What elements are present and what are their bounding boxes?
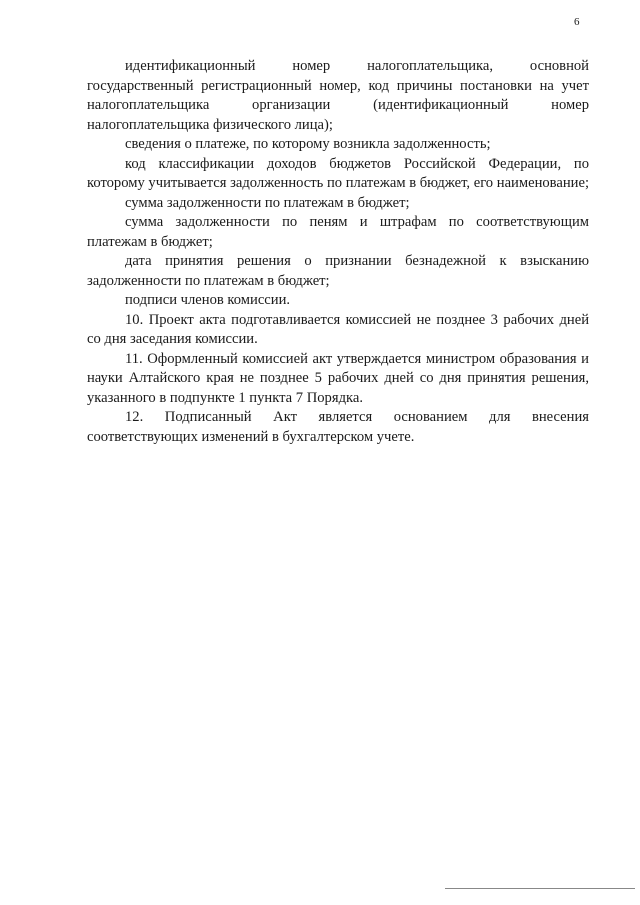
paragraph-taxpayer-ids: идентификационный номер налогоплательщика, основной государственный регистрационный номер, код причины постановки на учет налогоплательщика организации (идентификационный номер налогоплательщика физического лица); xyxy=(87,58,589,133)
paragraph-budget-code: код классификации доходов бюджетов Российской Федерации, по которому учитывается задолженность по платежам в бюджет, его наименование; xyxy=(87,155,590,191)
paragraph-payment-info: сведения о платеже, по которому возникла задолженность; xyxy=(125,136,491,152)
paragraph-item-11: 11. Оформленный комиссией акт утверждается министром образования и науки Алтайского края не позднее 5 рабочих дней со дня принятия решения, указанного в подпункте 1 пункта 7 Порядка. xyxy=(87,350,589,406)
bottom-divider xyxy=(445,888,635,889)
paragraph-decision-date: дата принятия решения о признании безнадежной к взысканию задолженности по платежам в бюджет; xyxy=(87,253,589,289)
page-number: 6 xyxy=(574,16,580,28)
paragraph-signatures: подписи членов комиссии. xyxy=(125,292,291,308)
paragraph-debt-amount: сумма задолженности по платежам в бюджет; xyxy=(125,194,410,211)
paragraph-item-12: 12. Подписанный Акт является основанием для внесения соответствующих изменений в бухгалтерском учете. xyxy=(87,409,589,445)
paragraph-penalties-amount: сумма задолженности по пеням и штрафам по соответствующим платежам в бюджет; xyxy=(87,214,589,250)
document-body xyxy=(87,57,589,447)
paragraph-item-10: 10. Проект акта подготавливается комиссией не позднее 3 рабочих дней со дня заседания комиссии. xyxy=(87,311,589,347)
